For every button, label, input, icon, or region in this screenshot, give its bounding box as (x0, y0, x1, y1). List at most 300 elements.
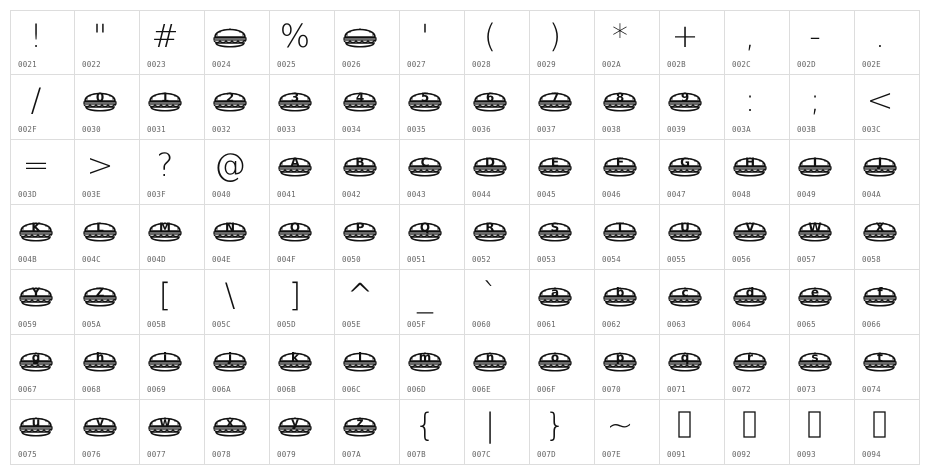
glyph-char: } (544, 406, 566, 444)
glyph-cell (465, 75, 530, 140)
glyph-code-label: 006A (212, 385, 231, 394)
glyph-char: ~ (606, 406, 634, 444)
glyph-code-label: 002B (667, 60, 686, 69)
burger-letter: F (615, 155, 625, 170)
glyph-cell (75, 140, 140, 205)
glyph-code-label: 0074 (862, 385, 881, 394)
glyph-cell (595, 400, 660, 465)
glyph-code-label: 0062 (602, 320, 621, 329)
glyph-cell (270, 10, 335, 75)
burger-glyph-icon (210, 345, 250, 375)
glyph-cell (75, 75, 140, 140)
burger-letter: U (680, 220, 690, 235)
glyph-preview (275, 16, 315, 56)
glyph-code-label: 005B (147, 320, 166, 329)
burger-glyph-icon (535, 85, 575, 115)
burger-glyph-icon (210, 215, 250, 245)
glyph-cell (205, 140, 270, 205)
burger-glyph-icon (405, 85, 445, 115)
glyph-cell (335, 205, 400, 270)
glyph-preview (16, 145, 56, 185)
glyph-preview (405, 405, 445, 445)
glyph-cell (790, 205, 855, 270)
glyph-preview (600, 16, 640, 56)
glyph-code-label: 0039 (667, 125, 686, 134)
glyph-preview (340, 405, 380, 445)
glyph-code-label: 0072 (732, 385, 751, 394)
glyph-preview (80, 405, 120, 445)
glyph-cell (465, 400, 530, 465)
glyph-cell (10, 335, 75, 400)
burger-letter: Y (31, 285, 41, 300)
glyph-preview (145, 16, 185, 56)
burger-glyph-icon (860, 150, 900, 180)
glyph-preview (535, 210, 575, 250)
glyph-code-label: 0045 (537, 190, 556, 199)
missing-glyph-icon (808, 411, 822, 439)
glyph-code-label: 007A (342, 450, 361, 459)
burger-letter: r (747, 350, 753, 365)
burger-glyph-icon (275, 85, 315, 115)
burger-letter: T (615, 220, 625, 235)
burger-letter: y (291, 415, 299, 430)
glyph-preview (470, 340, 510, 380)
glyph-code-label: 0034 (342, 125, 361, 134)
glyph-cell (335, 140, 400, 205)
glyph-code-label: 006D (407, 385, 426, 394)
glyph-char: + (671, 17, 699, 55)
glyph-code-label: 0032 (212, 125, 231, 134)
glyph-grid (10, 10, 920, 465)
glyph-char: < (866, 81, 894, 119)
burger-letter: c (681, 285, 689, 300)
glyph-preview (535, 275, 575, 315)
glyph-preview (470, 80, 510, 120)
burger-letter: n (485, 350, 495, 365)
burger-letter: N (224, 220, 236, 235)
burger-letter: 4 (355, 90, 365, 105)
glyph-cell (855, 140, 920, 205)
glyph-preview (16, 405, 56, 445)
glyph-cell (595, 205, 660, 270)
glyph-code-label: 006E (472, 385, 491, 394)
glyph-code-label: 0075 (18, 450, 37, 459)
glyph-cell (205, 335, 270, 400)
glyph-code-label: 004B (18, 255, 37, 264)
glyph-code-label: 005F (407, 320, 426, 329)
burger-letter: W (808, 220, 822, 235)
glyph-preview (80, 145, 120, 185)
glyph-cell (205, 270, 270, 335)
glyph-preview (275, 340, 315, 380)
glyph-cell (335, 400, 400, 465)
glyph-preview (470, 16, 510, 56)
glyph-code-label: 0058 (862, 255, 881, 264)
glyph-code-label: 0059 (18, 320, 37, 329)
glyph-preview (405, 80, 445, 120)
glyph-preview (600, 275, 640, 315)
glyph-cell (725, 10, 790, 75)
burger-glyph-icon (665, 280, 705, 310)
burger-letter: 3 (290, 90, 300, 105)
glyph-code-label: 0038 (602, 125, 621, 134)
glyph-char: @ (214, 146, 246, 184)
glyph-char: > (86, 146, 114, 184)
glyph-cell (660, 10, 725, 75)
glyph-code-label: 007D (537, 450, 556, 459)
glyph-cell (855, 205, 920, 270)
glyph-preview (145, 145, 185, 185)
glyph-preview (535, 405, 575, 445)
burger-glyph-icon (405, 345, 445, 375)
glyph-preview (16, 275, 56, 315)
glyph-code-label: 0046 (602, 190, 621, 199)
burger-letter: Z (95, 285, 105, 300)
burger-letter: j (227, 350, 233, 365)
glyph-char: / (30, 81, 42, 119)
glyph-cell (660, 270, 725, 335)
glyph-preview (535, 145, 575, 185)
glyph-preview (470, 210, 510, 250)
glyph-preview (80, 275, 120, 315)
glyph-preview (275, 80, 315, 120)
glyph-code-label: 0068 (82, 385, 101, 394)
glyph-char: - (809, 17, 821, 55)
glyph-code-label: 0033 (277, 125, 296, 134)
glyph-preview (210, 275, 250, 315)
glyph-preview (470, 275, 510, 315)
glyph-preview (600, 340, 640, 380)
burger-glyph-icon (860, 215, 900, 245)
glyph-cell (660, 205, 725, 270)
glyph-preview (860, 275, 900, 315)
glyph-cell (10, 400, 75, 465)
glyph-char: ! (29, 17, 43, 55)
glyph-preview (730, 210, 770, 250)
glyph-preview (405, 145, 445, 185)
glyph-preview (860, 340, 900, 380)
glyph-preview (340, 145, 380, 185)
glyph-preview (795, 275, 835, 315)
glyph-preview (275, 145, 315, 185)
glyph-preview (145, 340, 185, 380)
glyph-preview (795, 210, 835, 250)
glyph-code-label: 0067 (18, 385, 37, 394)
burger-glyph-icon (860, 345, 900, 375)
glyph-char: ' (420, 17, 430, 55)
burger-letter: e (810, 285, 820, 300)
burger-glyph-icon (340, 85, 380, 115)
burger-glyph-icon (145, 85, 185, 115)
burger-letter: h (95, 350, 105, 365)
glyph-cell (660, 400, 725, 465)
glyph-cell (790, 75, 855, 140)
glyph-code-label: 0060 (472, 320, 491, 329)
glyph-code-label: 005E (342, 320, 361, 329)
glyph-cell (530, 335, 595, 400)
glyph-char: ` (482, 276, 498, 314)
burger-letter: m (418, 350, 432, 365)
burger-glyph-icon (730, 345, 770, 375)
glyph-code-label: 0073 (797, 385, 816, 394)
glyph-preview (80, 16, 120, 56)
glyph-code-label: 005D (277, 320, 296, 329)
glyph-cell (140, 335, 205, 400)
burger-letter: k (291, 350, 299, 365)
glyph-cell (10, 10, 75, 75)
burger-letter: O (289, 220, 301, 235)
burger-letter: 6 (485, 90, 495, 105)
glyph-cell (10, 205, 75, 270)
glyph-char: ; (809, 81, 821, 119)
glyph-preview (795, 340, 835, 380)
burger-letter: z (356, 415, 364, 430)
glyph-cell (205, 205, 270, 270)
missing-glyph-icon (743, 411, 757, 439)
glyph-preview (730, 145, 770, 185)
glyph-code-label: 0048 (732, 190, 751, 199)
glyph-preview (340, 16, 380, 56)
glyph-cell (10, 140, 75, 205)
burger-letter: o (550, 350, 560, 365)
burger-glyph-icon (340, 345, 380, 375)
glyph-cell (790, 270, 855, 335)
burger-letter: G (680, 155, 690, 170)
glyph-cell (595, 335, 660, 400)
burger-letter: M (159, 220, 171, 235)
glyph-preview (665, 80, 705, 120)
glyph-preview (860, 210, 900, 250)
glyph-preview (535, 16, 575, 56)
burger-glyph-icon (665, 85, 705, 115)
glyph-preview (795, 16, 835, 56)
glyph-char: _ (417, 276, 433, 314)
glyph-cell (400, 270, 465, 335)
glyph-preview (16, 210, 56, 250)
glyph-code-label: 0026 (342, 60, 361, 69)
burger-glyph-icon (210, 85, 250, 115)
burger-letter: D (485, 155, 495, 170)
glyph-cell (465, 10, 530, 75)
glyph-code-label: 0025 (277, 60, 296, 69)
glyph-cell (595, 140, 660, 205)
glyph-code-label: 006F (537, 385, 556, 394)
glyph-code-label: 005C (212, 320, 231, 329)
glyph-cell (140, 270, 205, 335)
burger-letter: 8 (615, 90, 625, 105)
glyph-code-label: 004F (277, 255, 296, 264)
glyph-preview (275, 210, 315, 250)
burger-letter: 1 (160, 90, 170, 105)
glyph-preview (275, 405, 315, 445)
glyph-code-label: 0040 (212, 190, 231, 199)
glyph-code-label: 003F (147, 190, 166, 199)
glyph-cell (790, 335, 855, 400)
glyph-preview (340, 275, 380, 315)
burger-glyph-icon (665, 150, 705, 180)
burger-glyph-icon (80, 345, 120, 375)
burger-glyph-icon (795, 150, 835, 180)
burger-letter: d (745, 285, 755, 300)
glyph-code-label: 0051 (407, 255, 426, 264)
burger-glyph-icon (340, 150, 380, 180)
glyph-cell (75, 10, 140, 75)
burger-letter: b (615, 285, 625, 300)
glyph-cell (75, 335, 140, 400)
burger-glyph-icon (665, 215, 705, 245)
glyph-preview (275, 275, 315, 315)
burger-letter: H (744, 155, 756, 170)
burger-glyph-icon (470, 150, 510, 180)
glyph-code-label: 007C (472, 450, 491, 459)
burger-glyph-icon (16, 345, 56, 375)
burger-glyph-icon (795, 280, 835, 310)
glyph-cell (855, 270, 920, 335)
glyph-preview (145, 80, 185, 120)
glyph-code-label: 0078 (212, 450, 231, 459)
burger-glyph-icon (470, 215, 510, 245)
burger-glyph-icon (145, 345, 185, 375)
glyph-code-label: 003D (18, 190, 37, 199)
glyph-cell (660, 335, 725, 400)
glyph-preview (210, 16, 250, 56)
glyph-preview (210, 80, 250, 120)
burger-glyph-icon (600, 150, 640, 180)
glyph-code-label: 0077 (147, 450, 166, 459)
burger-glyph-icon (80, 85, 120, 115)
glyph-code-label: 0049 (797, 190, 816, 199)
glyph-preview (665, 340, 705, 380)
glyph-code-label: 0065 (797, 320, 816, 329)
glyph-cell (530, 75, 595, 140)
glyph-preview (860, 16, 900, 56)
glyph-code-label: 0066 (862, 320, 881, 329)
glyph-preview (405, 16, 445, 56)
glyph-code-label: 003A (732, 125, 751, 134)
glyph-char: = (22, 146, 50, 184)
burger-letter: J (877, 155, 883, 170)
burger-letter: q (680, 350, 690, 365)
glyph-code-label: 0094 (862, 450, 881, 459)
glyph-cell (660, 140, 725, 205)
burger-glyph-icon (535, 150, 575, 180)
burger-glyph-icon (80, 280, 120, 310)
glyph-code-label: 004A (862, 190, 881, 199)
glyph-code-label: 003C (862, 125, 881, 134)
glyph-cell (855, 10, 920, 75)
glyph-preview (405, 340, 445, 380)
glyph-cell (725, 75, 790, 140)
glyph-cell (10, 270, 75, 335)
glyph-preview (535, 80, 575, 120)
glyph-cell (465, 140, 530, 205)
glyph-code-label: 003B (797, 125, 816, 134)
glyph-code-label: 0093 (797, 450, 816, 459)
burger-glyph-icon (80, 215, 120, 245)
glyph-char: " (92, 17, 108, 55)
glyph-cell (530, 10, 595, 75)
glyph-code-label: 0035 (407, 125, 426, 134)
glyph-code-label: 006C (342, 385, 361, 394)
burger-glyph-icon (145, 410, 185, 440)
burger-letter: u (31, 415, 41, 430)
glyph-cell (855, 335, 920, 400)
glyph-cell (595, 75, 660, 140)
glyph-preview (80, 80, 120, 120)
burger-glyph-icon (860, 280, 900, 310)
glyph-code-label: 0070 (602, 385, 621, 394)
glyph-preview (665, 275, 705, 315)
glyph-preview (340, 340, 380, 380)
glyph-preview (730, 405, 770, 445)
glyph-char: | (484, 406, 496, 444)
glyph-code-label: 004D (147, 255, 166, 264)
glyph-char: * (612, 17, 628, 55)
burger-glyph-icon (405, 150, 445, 180)
burger-letter: A (290, 155, 300, 170)
glyph-cell (725, 400, 790, 465)
glyph-code-label: 002E (862, 60, 881, 69)
burger-letter: Q (419, 220, 431, 235)
glyph-code-label: 0047 (667, 190, 686, 199)
burger-letter: g (31, 350, 41, 365)
glyph-preview (145, 275, 185, 315)
glyph-preview (210, 145, 250, 185)
glyph-code-label: 0063 (667, 320, 686, 329)
burger-letter: C (420, 155, 430, 170)
glyph-code-label: 006B (277, 385, 296, 394)
glyph-code-label: 0091 (667, 450, 686, 459)
burger-glyph-icon (600, 280, 640, 310)
burger-glyph-icon (535, 215, 575, 245)
glyph-preview (145, 210, 185, 250)
glyph-preview (665, 145, 705, 185)
glyph-code-label: 002D (797, 60, 816, 69)
glyph-code-label: 002A (602, 60, 621, 69)
glyph-code-label: 0069 (147, 385, 166, 394)
glyph-preview (16, 80, 56, 120)
burger-glyph-icon (600, 215, 640, 245)
glyph-code-label: 0022 (82, 60, 101, 69)
glyph-cell (725, 140, 790, 205)
glyph-code-label: 004E (212, 255, 231, 264)
burger-glyph-icon (730, 215, 770, 245)
glyph-cell (205, 400, 270, 465)
glyph-cell (400, 10, 465, 75)
glyph-cell (140, 205, 205, 270)
burger-letter: i (162, 350, 168, 365)
glyph-cell (400, 140, 465, 205)
glyph-code-label: 007E (602, 450, 621, 459)
glyph-code-label: 0036 (472, 125, 491, 134)
glyph-cell (75, 270, 140, 335)
glyph-cell (400, 75, 465, 140)
burger-letter: R (485, 220, 495, 235)
glyph-code-label: 0092 (732, 450, 751, 459)
glyph-code-label: 0056 (732, 255, 751, 264)
glyph-cell (595, 270, 660, 335)
burger-letter: L (96, 220, 104, 235)
glyph-char: ] (288, 276, 302, 314)
glyph-preview (405, 210, 445, 250)
glyph-preview (340, 210, 380, 250)
glyph-code-label: 0042 (342, 190, 361, 199)
burger-glyph-icon (730, 150, 770, 180)
glyph-code-label: 0054 (602, 255, 621, 264)
glyph-cell (400, 400, 465, 465)
glyph-code-label: 0027 (407, 60, 426, 69)
burger-letter: B (355, 155, 365, 170)
